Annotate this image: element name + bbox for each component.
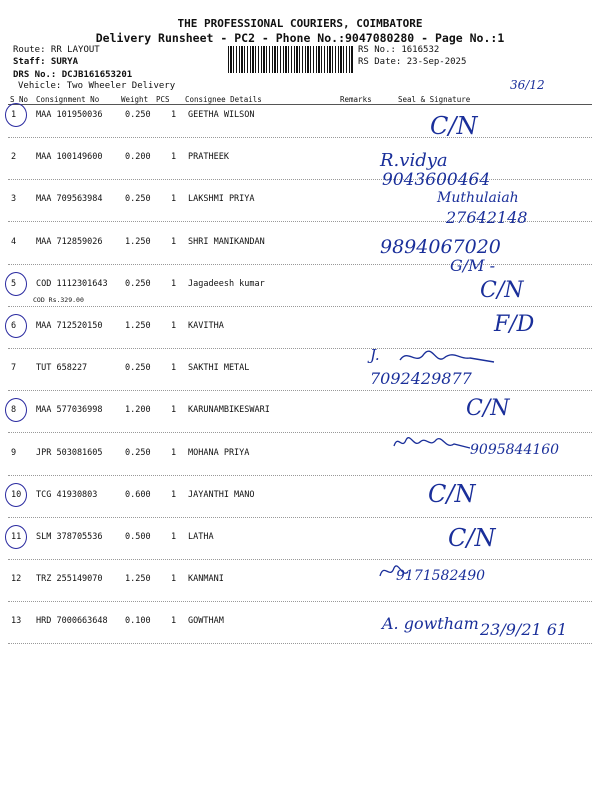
- runsheet-title: Delivery Runsheet - PC2 - Phone No.:9047080280 - Page No.:1: [95, 31, 505, 45]
- sno-cell: 9: [11, 448, 17, 458]
- sno-cell: 10: [11, 490, 22, 500]
- pcs-cell: 1: [171, 363, 177, 373]
- consignee-cell: GOWTHAM: [188, 616, 224, 626]
- signature-row8: C/N: [466, 396, 510, 421]
- circled-mark: [5, 525, 27, 549]
- signature-row4-phone: 9894067020: [380, 236, 501, 258]
- consignment-cell: HRD 7000663648: [36, 616, 108, 626]
- weight-cell: 1.250: [125, 321, 151, 331]
- row-separator: [8, 348, 592, 349]
- row-separator: [8, 559, 592, 560]
- consignee-cell: KANMANI: [188, 574, 224, 584]
- consignee-cell: GEETHA WILSON: [188, 110, 255, 120]
- sno-cell: 8: [11, 405, 17, 415]
- row-separator: [8, 264, 592, 265]
- table-row: [0, 487, 600, 529]
- signature-row4-mark: G/M -: [450, 256, 496, 275]
- sno-cell: 11: [11, 532, 22, 542]
- sno-cell: 6: [11, 321, 17, 331]
- drs-number: DRS No.: DCJB161653201: [13, 70, 133, 80]
- signature-row9-scribble: [392, 430, 472, 456]
- sno-cell: 13: [11, 616, 22, 626]
- col-consignment: Consignment No: [36, 95, 100, 104]
- weight-cell: 1.200: [125, 405, 151, 415]
- signature-row3-number: 27642148: [446, 208, 528, 227]
- sno-cell: 1: [11, 110, 17, 120]
- row-separator: [8, 432, 592, 433]
- weight-cell: 0.250: [125, 363, 151, 373]
- signature-row6: F/D: [494, 312, 535, 337]
- signature-row9-phone: 9095844160: [470, 442, 560, 458]
- consignment-cell: TCG 41930803: [36, 490, 98, 500]
- consignment-cell: COD 1112301643: [36, 279, 108, 289]
- consignee-cell: MOHANA PRIYA: [188, 448, 250, 458]
- row-separator: [8, 643, 592, 644]
- sno-cell: 7: [11, 363, 17, 373]
- weight-cell: 1.250: [125, 574, 151, 584]
- table-row: [0, 360, 600, 402]
- signature-row2-phone: 9043600464: [382, 170, 491, 190]
- table-row: [0, 402, 600, 444]
- sno-cell: 4: [11, 237, 17, 247]
- signature-row13-name: A. gowtham: [382, 614, 479, 633]
- signature-row2-name: R.vidya: [380, 150, 448, 171]
- signature-row3-name: Muthulaiah: [437, 190, 519, 206]
- signature-row7-sign: J.: [370, 346, 380, 364]
- circled-mark: [5, 314, 27, 338]
- vehicle-label: Vehicle: Two Wheeler Delivery: [18, 81, 176, 91]
- col-signature: Seal & Signature: [398, 95, 471, 104]
- signature-row13-date: 23/9/21 61: [480, 620, 568, 639]
- signature-row1: C/N: [430, 112, 478, 140]
- circled-mark: [5, 272, 27, 296]
- consignee-cell: JAYANTHI MANO: [188, 490, 255, 500]
- consignment-cell: SLM 378705536: [36, 532, 103, 542]
- row-separator: [8, 179, 592, 180]
- row-separator: [8, 390, 592, 391]
- signature-row7-phone: 7092429877: [370, 369, 472, 388]
- pcs-cell: 1: [171, 405, 177, 415]
- sno-cell: 5: [11, 279, 17, 289]
- row-separator: [8, 517, 592, 518]
- pcs-cell: 1: [171, 616, 177, 626]
- barcode: [228, 46, 354, 73]
- consignment-cell: MAA 712859026: [36, 237, 103, 247]
- rs-date: RS Date: 23-Sep-2025: [358, 57, 467, 67]
- weight-cell: 0.250: [125, 279, 151, 289]
- consignment-cell: MAA 100149600: [36, 152, 103, 162]
- col-sno: S No: [10, 95, 29, 104]
- pcs-cell: 1: [171, 110, 177, 120]
- consignment-cell: JPR 503081605: [36, 448, 103, 458]
- circled-mark: [5, 398, 27, 422]
- sno-cell: 12: [11, 574, 22, 584]
- route-label: Route: RR LAYOUT: [13, 45, 100, 55]
- weight-cell: 0.600: [125, 490, 151, 500]
- weight-cell: 1.250: [125, 237, 151, 247]
- signature-row5: C/N: [480, 278, 524, 303]
- consignment-cell: MAA 709563984: [36, 194, 103, 204]
- cod-amount-note: COD Rs.329.00: [33, 296, 84, 304]
- consignment-cell: MAA 101950036: [36, 110, 103, 120]
- pcs-cell: 1: [171, 237, 177, 247]
- consignee-cell: Jagadeesh kumar: [188, 279, 265, 289]
- header-rule: [8, 104, 592, 105]
- row-separator: [8, 475, 592, 476]
- weight-cell: 0.250: [125, 448, 151, 458]
- table-row: [0, 234, 600, 276]
- circled-mark: [5, 103, 27, 127]
- consignee-cell: KARUNAMBIKESWARI: [188, 405, 270, 415]
- consignee-cell: LATHA: [188, 532, 214, 542]
- pcs-cell: 1: [171, 152, 177, 162]
- col-weight: Weight: [121, 95, 149, 104]
- weight-cell: 0.100: [125, 616, 151, 626]
- page-mark-handwritten: 36/12: [510, 78, 545, 92]
- consignee-cell: LAKSHMI PRIYA: [188, 194, 255, 204]
- pcs-cell: 1: [171, 532, 177, 542]
- sno-cell: 2: [11, 152, 17, 162]
- signature-row10: C/N: [428, 480, 476, 508]
- weight-cell: 0.250: [125, 194, 151, 204]
- signature-row11: C/N: [448, 524, 496, 552]
- table-row: [0, 149, 600, 191]
- sno-cell: 3: [11, 194, 17, 204]
- pcs-cell: 1: [171, 448, 177, 458]
- weight-cell: 0.250: [125, 110, 151, 120]
- staff-label: Staff: SURYA: [13, 57, 79, 67]
- signature-row12-phone: 9171582490: [396, 568, 486, 584]
- weight-cell: 0.500: [125, 532, 151, 542]
- consignee-cell: SAKTHI METAL: [188, 363, 250, 373]
- table-row: [0, 571, 600, 613]
- col-pcs: PCS: [156, 95, 170, 104]
- company-name: THE PROFESSIONAL COURIERS, COIMBATORE: [177, 17, 423, 30]
- rs-number: RS No.: 1616532: [358, 45, 440, 55]
- row-separator: [8, 137, 592, 138]
- weight-cell: 0.200: [125, 152, 151, 162]
- pcs-cell: 1: [171, 321, 177, 331]
- table-row: [0, 529, 600, 571]
- circled-mark: [5, 483, 27, 507]
- consignment-cell: TRZ 255149070: [36, 574, 103, 584]
- row-separator: [8, 306, 592, 307]
- signature-row7-scribble: [398, 346, 498, 368]
- table-row: [0, 107, 600, 149]
- col-remarks: Remarks: [340, 95, 372, 104]
- pcs-cell: 1: [171, 279, 177, 289]
- consignee-cell: KAVITHA: [188, 321, 224, 331]
- pcs-cell: 1: [171, 490, 177, 500]
- consignee-cell: PRATHEEK: [188, 152, 229, 162]
- col-consignee: Consignee Details: [185, 95, 262, 104]
- consignment-cell: MAA 712520150: [36, 321, 103, 331]
- pcs-cell: 1: [171, 574, 177, 584]
- row-separator: [8, 601, 592, 602]
- consignment-cell: TUT 658227: [36, 363, 88, 373]
- consignment-cell: MAA 577036998: [36, 405, 103, 415]
- consignee-cell: SHRI MANIKANDAN: [188, 237, 265, 247]
- pcs-cell: 1: [171, 194, 177, 204]
